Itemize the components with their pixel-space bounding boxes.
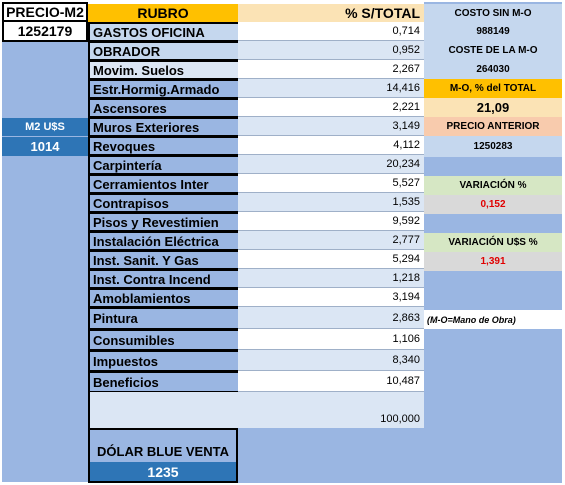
rubro-row-label: Consumibles — [88, 329, 238, 351]
rubro-row-label: Inst. Contra Incend — [88, 269, 238, 289]
mo-pct-label: M-O, % del TOTAL — [424, 79, 562, 98]
rubro-row-label: Ascensores — [88, 98, 238, 118]
bottom-blank — [238, 428, 562, 483]
m2-usd-label: M2 U$S — [2, 118, 88, 137]
rubro-row-pct[interactable]: 1,106 — [238, 329, 424, 350]
coste-mo-label: COSTE DE LA M-O — [424, 41, 562, 60]
variacion-usd-value[interactable]: 1,391 — [424, 252, 562, 271]
pct-header: % S/TOTAL — [238, 4, 424, 22]
rubro-row-pct[interactable]: 3,149 — [238, 117, 424, 136]
rubro-row-pct[interactable]: 0,952 — [238, 41, 424, 60]
rubro-row-label: Carpintería — [88, 155, 238, 175]
mo-pct-value[interactable]: 21,09 — [424, 98, 562, 117]
rubro-row-label: OBRADOR — [88, 41, 238, 61]
rubro-row-label: GASTOS OFICINA — [88, 22, 238, 42]
variacion-value[interactable]: 0,152 — [424, 195, 562, 214]
rubro-row-label: Muros Exteriores — [88, 117, 238, 137]
rubro-row-label: Revoques — [88, 136, 238, 156]
variacion-label: VARIACIÓN % — [424, 176, 562, 195]
mo-note: (M-O=Mano de Obra) — [424, 310, 562, 329]
coste-mo-value[interactable]: 264030 — [424, 60, 562, 79]
rubro-row-label: Estr.Hormig.Armado — [88, 79, 238, 99]
rubro-row-label: Instalación Eléctrica — [88, 231, 238, 251]
rubro-row-label: Contrapisos — [88, 193, 238, 213]
variacion-usd-label: VARIACIÓN U$S % — [424, 233, 562, 252]
rubro-row-pct[interactable]: 2,777 — [238, 231, 424, 250]
rubro-row-pct[interactable]: 8,340 — [238, 350, 424, 371]
rubro-row-pct[interactable]: 3,194 — [238, 288, 424, 307]
precio-m2-title: PRECIO-M2 — [2, 2, 88, 22]
rubro-row-pct[interactable]: 2,221 — [238, 98, 424, 117]
rubro-row-label: Amoblamientos — [88, 288, 238, 308]
dolar-blue-value[interactable]: 1235 — [88, 462, 238, 483]
rubro-row-pct[interactable]: 10,487 — [238, 371, 424, 392]
rubro-row-label: Movim. Suelos — [88, 60, 238, 80]
rubro-row-pct[interactable]: 14,416 — [238, 79, 424, 98]
rubro-row-pct[interactable]: 4,112 — [238, 136, 424, 155]
costo-sin-mo-value[interactable]: 988149 — [424, 22, 562, 41]
rubro-row-label: Inst. Sanit. Y Gas — [88, 250, 238, 270]
rubro-row-pct[interactable]: 2,863 — [238, 307, 424, 329]
rubro-row-pct[interactable]: 5,294 — [238, 250, 424, 269]
m2-usd-value[interactable]: 1014 — [2, 137, 88, 156]
rubro-header: RUBRO — [88, 4, 238, 22]
rubro-row-pct[interactable]: 5,527 — [238, 174, 424, 193]
total-value[interactable]: 100,000 — [238, 392, 424, 428]
precio-m2-value[interactable]: 1252179 — [2, 22, 88, 42]
rubro-row-pct[interactable]: 9,592 — [238, 212, 424, 231]
rubro-row-label: Cerramientos Inter — [88, 174, 238, 194]
precio-anterior-value[interactable]: 1250283 — [424, 136, 562, 157]
rubro-row-pct[interactable]: 1,218 — [238, 269, 424, 288]
total-blank-left — [88, 392, 238, 428]
rubro-row-pct[interactable]: 0,714 — [238, 22, 424, 41]
dolar-blue-label: DÓLAR BLUE VENTA — [88, 428, 238, 462]
rubro-row-label: Impuestos — [88, 350, 238, 372]
rubro-row-label: Pintura — [88, 307, 238, 330]
left-panel — [2, 2, 88, 482]
rubro-row-pct[interactable]: 1,535 — [238, 193, 424, 212]
rubro-row-label: Pisos y Revestimien — [88, 212, 238, 232]
rubro-row-label: Beneficios — [88, 371, 238, 393]
precio-anterior-label: PRECIO ANTERIOR — [424, 117, 562, 136]
costo-sin-mo-label: COSTO SIN M-O — [424, 4, 562, 22]
rubro-row-pct[interactable]: 2,267 — [238, 60, 424, 79]
rubro-row-pct[interactable]: 20,234 — [238, 155, 424, 174]
